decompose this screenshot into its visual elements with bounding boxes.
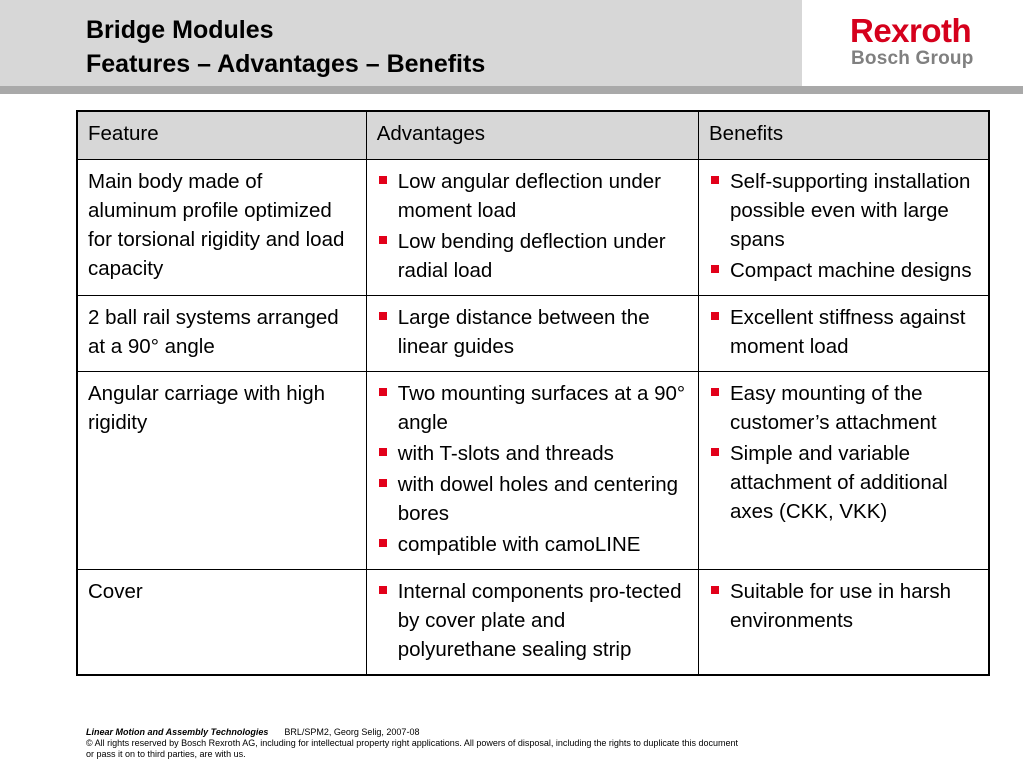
feature-cell: [77, 570, 366, 676]
advantage-text: Internal components pro-tected by cover plate and polyurethane sealing strip: [397, 580, 682, 661]
benefit-text: Excellent stiffness against moment load: [730, 306, 966, 358]
benefit-text: Self-supporting installation possible even with large spans: [730, 170, 971, 251]
bullet-icon: [711, 312, 719, 320]
bullet-icon: [379, 448, 387, 456]
feature-cell: [77, 372, 366, 570]
list-item: [377, 530, 688, 559]
list-item: [377, 577, 688, 664]
advantages-cell: [366, 372, 698, 570]
benefits-cell: [699, 296, 990, 372]
table-header-row: [77, 111, 989, 160]
footer-copyright-1: © All rights reserved by Bosch Rexroth AG, including for intellectual property right applications. All powers of disposal, including the rights to duplicate this document: [86, 738, 738, 748]
list-item: [377, 303, 688, 361]
footer: [86, 727, 738, 760]
bullet-icon: [379, 176, 387, 184]
feature-text: Main body made of aluminum profile optimized for torsional rigidity and load capacity: [88, 170, 345, 280]
footer-copyright-2: or pass it on to third parties, are with us.: [86, 749, 246, 759]
table-row: [77, 570, 989, 676]
list-item: [377, 470, 688, 528]
bullet-icon: [711, 176, 719, 184]
feature-cell: [77, 160, 366, 296]
bullet-icon: [711, 265, 719, 273]
list-item: [709, 256, 978, 285]
list-item: [709, 439, 978, 526]
bullet-icon: [379, 539, 387, 547]
table-row: [77, 296, 989, 372]
bullet-icon: [711, 586, 719, 594]
advantages-cell: [366, 570, 698, 676]
table-row: [77, 160, 989, 296]
features-table: [76, 110, 990, 676]
header-advantages: Advantages: [366, 111, 698, 160]
advantages-cell: [366, 160, 698, 296]
footer-org: Linear Motion and Assembly Technologies: [86, 727, 269, 737]
advantage-text: Large distance between the linear guides: [397, 306, 650, 358]
bullet-icon: [711, 388, 719, 396]
advantage-text: with T-slots and threads: [397, 442, 614, 465]
benefit-text: Compact machine designs: [730, 259, 972, 282]
footer-line-1: [86, 727, 738, 738]
header-divider: [0, 86, 1023, 94]
feature-cell: [77, 296, 366, 372]
list-item: [709, 303, 978, 361]
bullet-icon: [379, 586, 387, 594]
advantages-cell: [366, 296, 698, 372]
list-item: [709, 577, 978, 635]
benefit-text: Simple and variable attachment of additional axes (CKK, VKK): [730, 442, 948, 523]
title-line-1: Bridge Modules: [86, 16, 274, 44]
footer-reference: BRL/SPM2, Georg Selig, 2007-08: [284, 727, 420, 737]
advantage-text: Low bending deflection under radial load: [397, 230, 666, 282]
list-item: [377, 439, 688, 468]
header-feature: Feature: [77, 111, 366, 160]
page-title: [86, 13, 485, 81]
bullet-icon: [379, 312, 387, 320]
feature-text: 2 ball rail systems arranged at a 90° angle: [88, 306, 339, 358]
logo-brand-text: Rexroth: [850, 12, 972, 49]
header-benefits: Benefits: [699, 111, 990, 160]
bullet-icon: [379, 388, 387, 396]
list-item: [709, 379, 978, 437]
table-row: [77, 372, 989, 570]
bullet-icon: [711, 448, 719, 456]
benefit-text: Easy mounting of the customer’s attachment: [730, 382, 937, 434]
benefits-cell: [699, 160, 990, 296]
feature-text: Angular carriage with high rigidity: [88, 382, 326, 434]
advantage-text: Low angular deflection under moment load: [397, 170, 662, 222]
advantage-text: with dowel holes and centering bores: [397, 473, 679, 525]
bullet-icon: [379, 479, 387, 487]
benefits-cell: [699, 570, 990, 676]
advantage-text: compatible with camoLINE: [397, 533, 641, 556]
feature-text: Cover: [88, 580, 143, 603]
bullet-icon: [379, 236, 387, 244]
list-item: [377, 227, 688, 285]
benefits-cell: [699, 372, 990, 570]
list-item: [377, 379, 688, 437]
list-item: [709, 167, 978, 254]
logo-group-text: Bosch Group: [851, 48, 974, 69]
benefit-text: Suitable for use in harsh environments: [730, 580, 952, 632]
list-item: [377, 167, 688, 225]
advantage-text: Two mounting surfaces at a 90° angle: [397, 382, 686, 434]
title-line-2: Features – Advantages – Benefits: [86, 50, 486, 78]
